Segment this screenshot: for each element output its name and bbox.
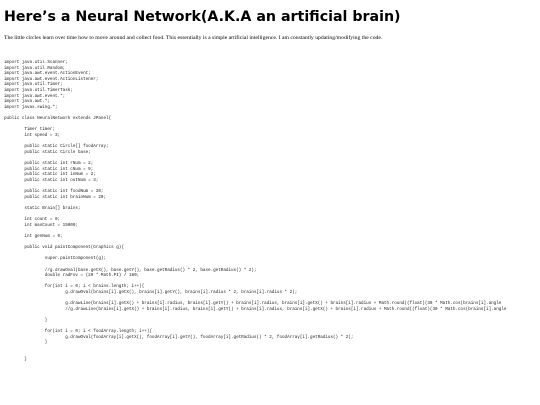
intro-paragraph: The little circles learn over time how to move around and collect food. This essentially is a simple artificial intelligence. I am constantly updating/modifying the code.: [4, 35, 383, 41]
code-line: static Brain[] brains;: [4, 205, 81, 211]
code-line: int count = 0;: [4, 217, 61, 223]
code-line: }: [4, 340, 48, 346]
code-line: public static int brainNum = 20;: [4, 194, 107, 200]
code-line: g.drawLine(brains[i].getX() + brains[i].radius, brains[i].getY() + brains[i].radius, brains[i].getX() + brains[i].radius + Math.round((float)(30 * Math.cos(brains[i].angle: [4, 301, 502, 307]
page-title: Here’s a Neural Network(A.K.A an artificial brain): [4, 9, 401, 25]
code-line: import java.awt.event.ActionEvent;: [4, 71, 91, 77]
code-line: int speed = 3;: [4, 132, 61, 138]
code-line: public static Circle base;: [4, 149, 91, 155]
code-line: }: [4, 318, 48, 324]
code-line: public static int inNum = 2;: [4, 172, 96, 178]
code-line: import java.awt.event.*;: [4, 93, 66, 99]
code-line: int genNum = 0;: [4, 233, 63, 239]
code-line: super.paintComponent(g);: [4, 256, 107, 262]
code-line: g.drawOval(brains[i].getX(), brains[i].getY(), brains[i].radius * 2, brains[i].radius * 2);: [4, 289, 298, 295]
code-line: Timer timer;: [4, 127, 56, 133]
code-line: public static int outNum = 3;: [4, 177, 99, 183]
code-line: public static Circle[] foodArray;: [4, 144, 109, 150]
code-line: import java.util.Random;: [4, 65, 66, 71]
code-line: public static int rNum = 2;: [4, 160, 94, 166]
code-line: import java.awt.event.ActionListener;: [4, 76, 99, 82]
code-line: import java.util.TimerTask;: [4, 88, 73, 94]
code-line: public static int foodNum = 20;: [4, 189, 104, 195]
code-line: import java.util.Scanner;: [4, 60, 68, 65]
code-line: public class NeuralNetwork extends JPanel{: [4, 116, 112, 122]
code-line: int maxCount = 15000;: [4, 222, 78, 228]
code-line: double radFov = (20 * Math.PI) / 180;: [4, 273, 140, 279]
code-line: import java.awt.*;: [4, 99, 50, 105]
code-line: public void paintComponent(Graphics g){: [4, 245, 124, 251]
code-block: [4, 60, 540, 363]
code-line: import javax.swing.*;: [4, 104, 58, 110]
code-line: g.drawOval(foodArray[i].getX(), foodArray[i].getY(), foodArray[i].getRadius() * 2, foodArray[i].getRadius() * 2);: [4, 334, 354, 340]
code-line: //g.drawLine(brains[i].getX() + brains[i].radius, brains[i].getY() + brains[i].radius, brains[i].getX() + brains[i].radius + Math.round((float)(30 * Math.cos(brains[i].angle: [4, 306, 507, 312]
code-line: public static int cNum = 9;: [4, 166, 94, 172]
code-line: for(int i = 0; i < foodArray.length; i++){: [4, 329, 152, 335]
code-line: for(int i = 0; i < brains.length; i++){: [4, 284, 145, 290]
code-line: //g.drawOval(base.getX(), base.getY(), base.getRadius() * 2, base.getRadius() * 2);: [4, 267, 257, 273]
code-line: import java.util.Timer;: [4, 82, 63, 88]
code-line: }: [4, 357, 27, 363]
